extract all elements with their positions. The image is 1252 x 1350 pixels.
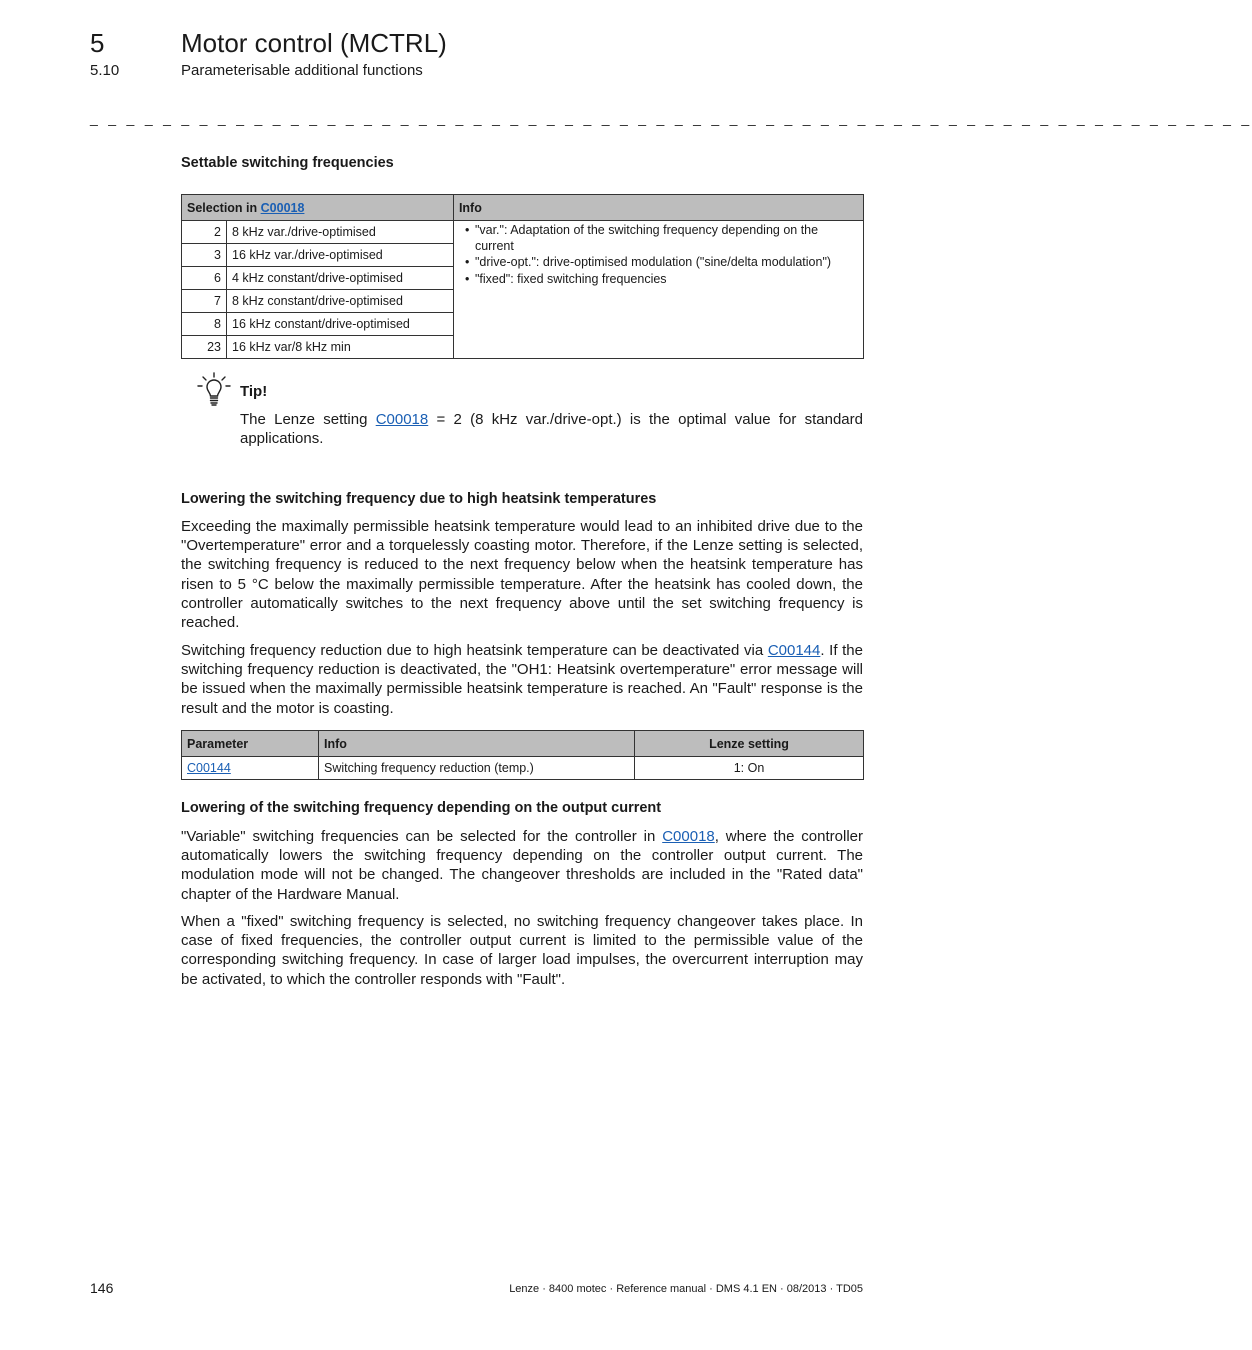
selection-header-text: Selection in [187,200,261,215]
lightbulb-icon [196,372,232,408]
info-list [459,223,858,287]
info-header: Info [453,195,863,221]
c00018-link[interactable]: C00018 [260,200,305,215]
c00018-link[interactable]: C00018 [662,828,715,845]
parameter-header: Parameter [182,731,319,757]
selection-value: 6 [182,267,227,290]
heatsink-paragraph-1: Exceeding the maximally permissible heatsink temperature would lead to an inhibited drive due to the "Overtemperature" error and a torquelessly coasting motor. Therefore, if the Lenze setting is selected, the switching frequency is reduced to the next frequency below when the heatsink temperature has risen to 5 °C below the maximally permissible temperature. After the heatsink has cooled down, the controller automatically switches to the next frequency above until the set switching frequency is reached. [181,518,863,632]
output-current-heading: Lowering of the switching frequency depending on the output current [181,800,662,816]
table-row [182,757,864,780]
heatsink-paragraph-2-after: . If the switching frequency reduction is deactivated, the "OH1: Heatsink overtemperature" error message will be issued when the maximally permissible heatsink temperature is reached. An "Fault" response is the result and the motor is coasting. [181,642,863,717]
info-header: Info [319,731,635,757]
document-info: Lenze · 8400 motec · Reference manual · DMS 4.1 EN · 08/2013 · TD05 [509,1283,863,1295]
selection-value: 2 [182,221,227,244]
c00144-link[interactable]: C00144 [187,761,231,775]
selection-label: 16 kHz var./drive-optimised [227,244,454,267]
heatsink-heading: Lowering the switching frequency due to high heatsink temperatures [181,491,657,507]
parameter-table [181,730,864,780]
info-item: • "drive-opt.": drive-optimised modulation ("sine/delta modulation") [475,255,858,271]
parameter-cell [182,757,319,780]
tip-text-after: = 2 (8 kHz var./drive-opt.) is the optimal value for standard applications. [240,411,863,448]
settable-heading: Settable switching frequencies [181,155,394,171]
selection-value: 3 [182,244,227,267]
output-current-paragraph-1 [181,827,863,904]
lenze-setting-header: Lenze setting [635,731,864,757]
selection-label: 8 kHz var./drive-optimised [227,221,454,244]
output-current-paragraph-1-before: "Variable" switching frequencies can be selected for the controller in [181,828,663,845]
tip-label: Tip! [240,383,268,400]
info-item: • "var.": Adaptation of the switching frequency depending on the current [475,223,858,254]
info-cell [453,221,863,359]
info-item: • "fixed": fixed switching frequencies [475,272,858,288]
table-header-row [182,195,864,221]
selection-value: 7 [182,290,227,313]
selection-label: 4 kHz constant/drive-optimised [227,267,454,290]
c00144-link[interactable]: C00144 [767,642,821,659]
output-current-paragraph-2: When a "fixed" switching frequency is selected, no switching frequency changeover takes place. In case of fixed frequencies, the controller output current is limited to the permissible value of the corresponding switching frequency. In case of larger load impulses, the overcurrent interruption may be activated, to which the controller responds with "Fault". [181,913,863,988]
header-separator: _ _ _ _ _ _ _ _ _ _ _ _ _ _ _ _ _ _ _ _ _ _ _ _ _ _ _ _ _ _ _ _ _ _ _ _ _ _ _ _ _ _ _ _ _ _ _ _ _ _ _ _ _ _ _ _ _ _ _ _ _ _ _ _ [90,110,1252,126]
table-row [182,221,864,244]
tip-text [240,410,863,448]
chapter-number: 5 [90,28,105,58]
switching-frequency-table [181,194,864,359]
output-current-paragraph-1-after: , where the controller automatically lowers the switching frequency depending on the controller output current. The modulation mode will not be changed. The changeover thresholds are included in the "Rated data" chapter of the Hardware Manual. [181,828,863,903]
selection-label: 16 kHz constant/drive-optimised [227,313,454,336]
selection-value: 23 [182,336,227,359]
selection-value: 8 [182,313,227,336]
selection-header [182,195,454,221]
section-number: 5.10 [90,62,120,79]
selection-label: 16 kHz var/8 kHz min [227,336,454,359]
heatsink-paragraph-2 [181,641,863,718]
c00018-link[interactable]: C00018 [375,411,429,428]
section-title: Parameterisable additional functions [181,62,423,79]
table-header-row [182,731,864,757]
chapter-title: Motor control (MCTRL) [181,28,447,58]
lenze-setting-cell: 1: On [635,757,864,780]
heatsink-paragraph-2-before: Switching frequency reduction due to high heatsink temperature can be deactivated via [181,642,768,659]
tip-text-before: The Lenze setting [240,411,376,428]
page-number: 146 [90,1280,114,1296]
info-cell: Switching frequency reduction (temp.) [319,757,635,780]
selection-label: 8 kHz constant/drive-optimised [227,290,454,313]
